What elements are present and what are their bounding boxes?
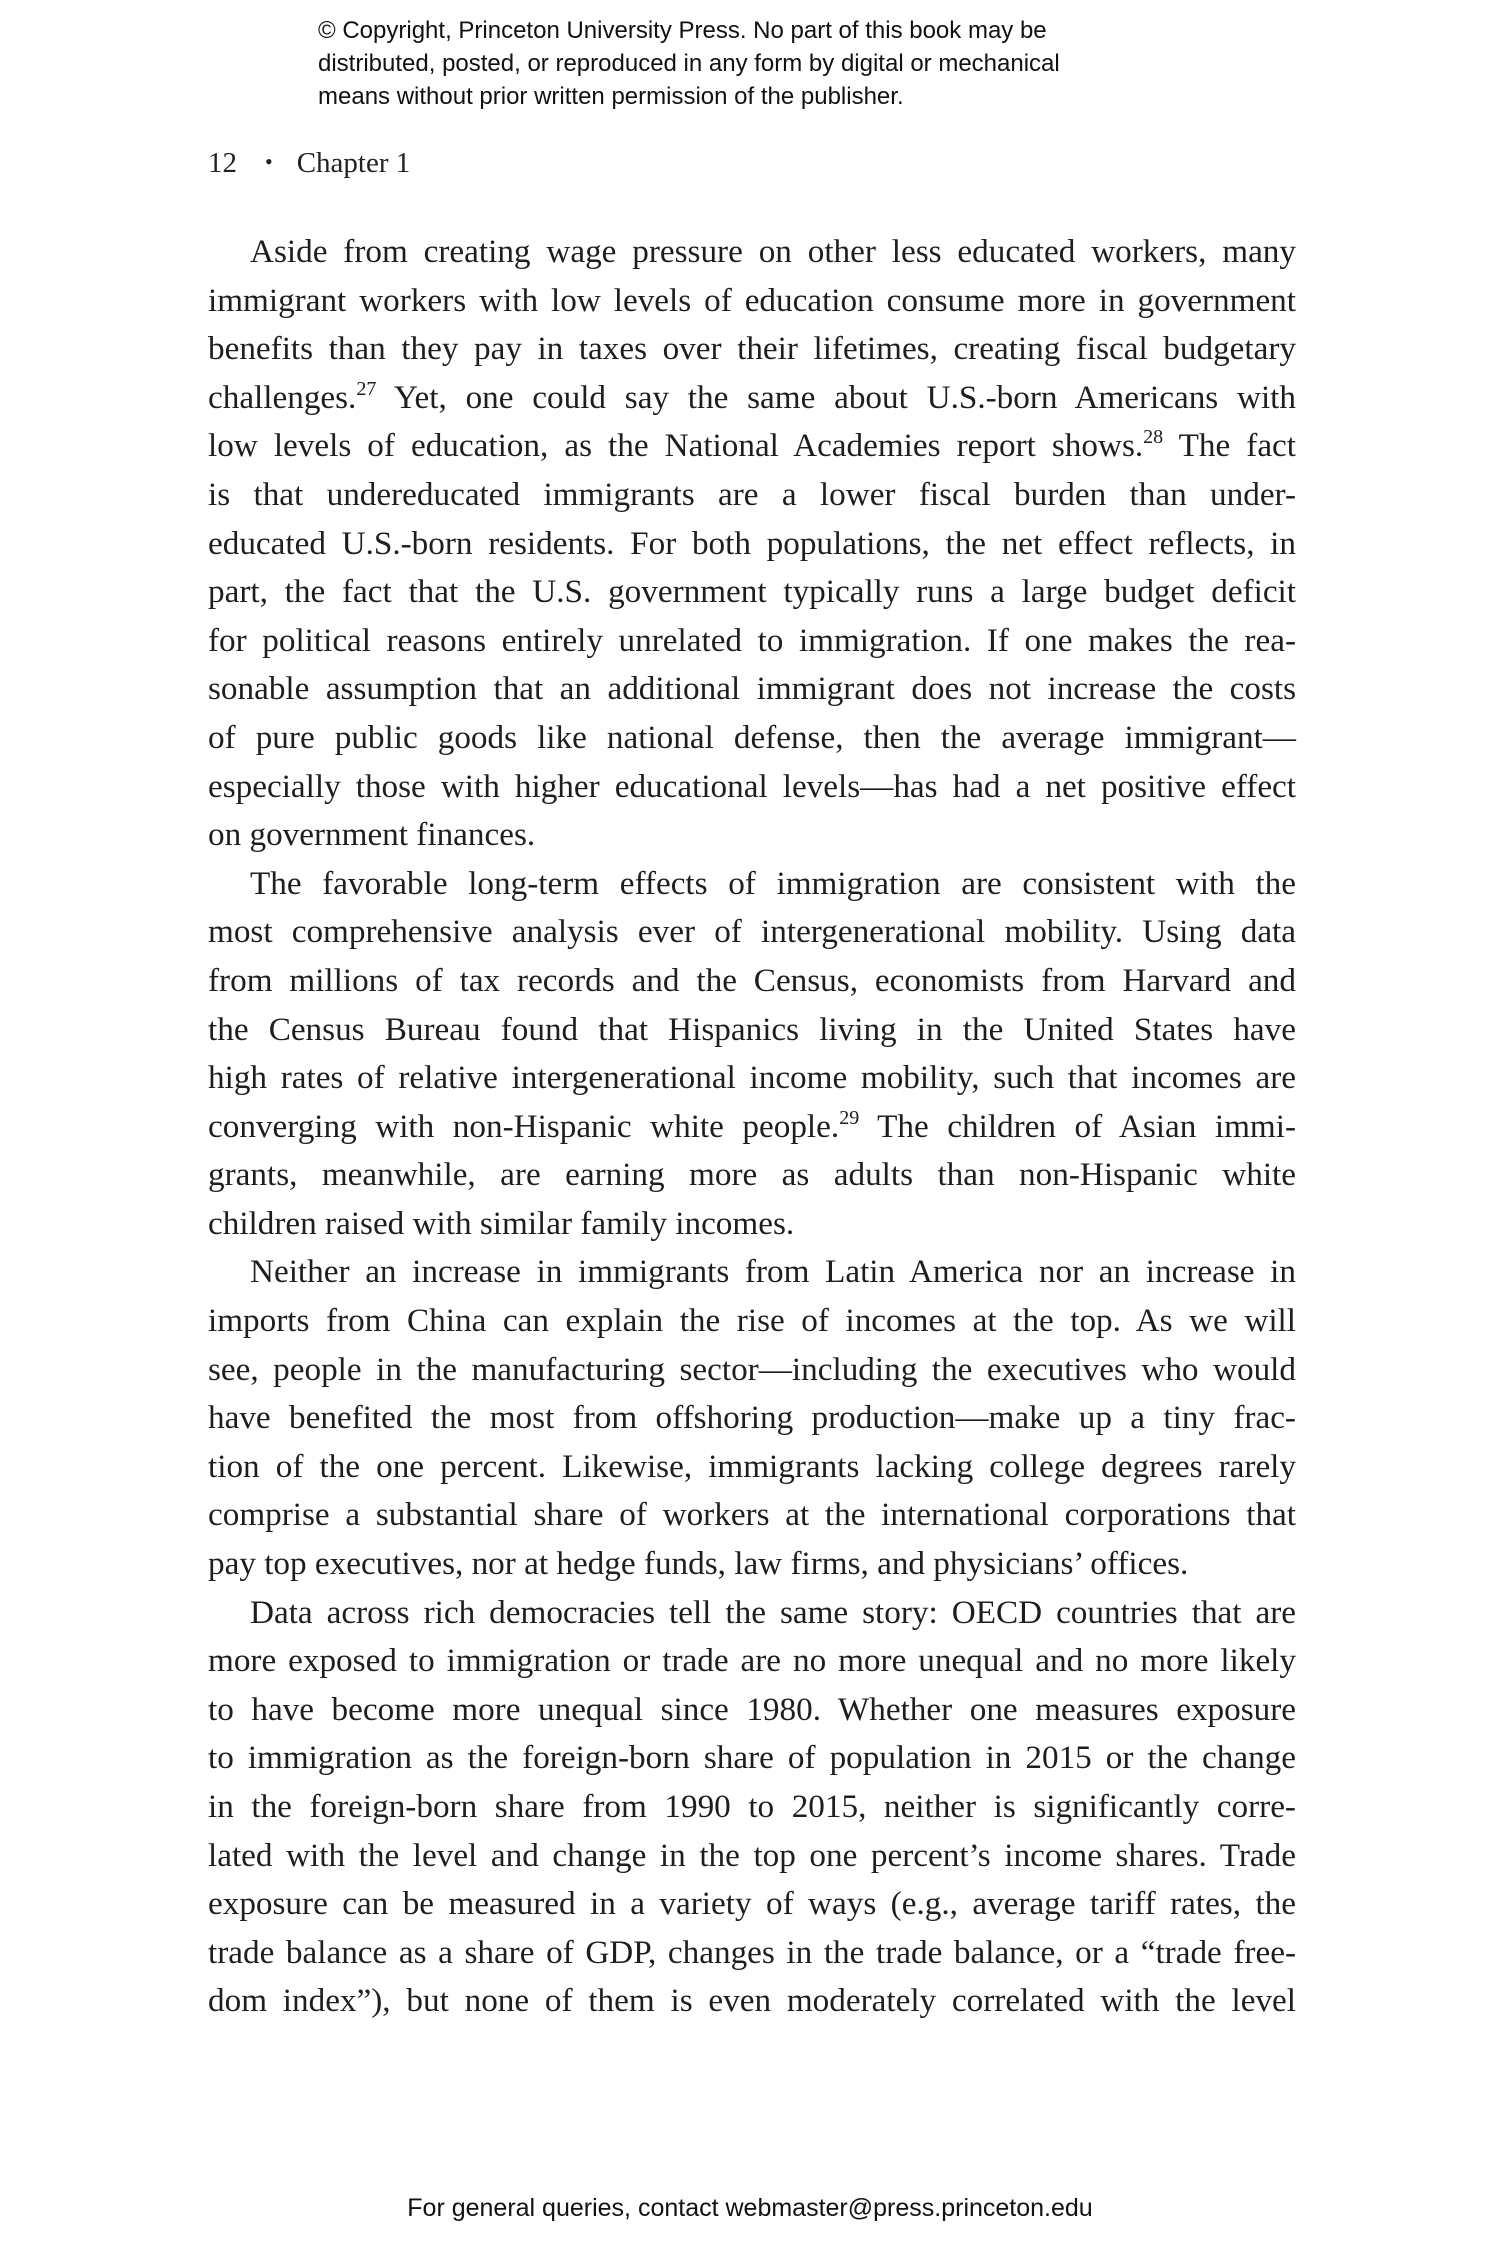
text-line: children raised with similar family incomes. (208, 1204, 795, 1242)
text-segment: The children of Asian immi- (859, 1107, 1297, 1145)
copyright-line: means without prior written permission of the publisher. (318, 83, 904, 110)
page-number: 12 (208, 147, 237, 179)
text-line: comprise a substantial share of workers at the international corporations that (208, 1496, 1296, 1534)
chapter-title: Chapter 1 (296, 147, 411, 179)
text-line: grants, meanwhile, are earning more as adults than non-Hispanic white (208, 1156, 1296, 1194)
text-line: to have become more unequal since 1980. Whether one measures exposure (208, 1690, 1296, 1728)
text-line: Neither an increase in immigrants from Latin America nor an increase in (250, 1253, 1296, 1291)
bullet-separator: • (265, 149, 273, 174)
text-line: on government finances. (208, 816, 536, 854)
copyright-line: © Copyright, Princeton University Press. No part of this book may be (318, 17, 1047, 44)
text-line: high rates of relative intergenerational income mobility, such that incomes are (208, 1059, 1296, 1097)
text-line: in the foreign-born share from 1990 to 2015, neither is significantly corre- (208, 1788, 1296, 1825)
text-line: more exposed to immigration or trade are no more unequal and no more likely (208, 1642, 1296, 1680)
text-line: sonable assumption that an additional immigrant does not increase the costs (208, 670, 1296, 708)
text-line: educated U.S.-born residents. For both populations, the net effect reflects, in (208, 524, 1296, 562)
text-line: tion of the one percent. Likewise, immigrants lacking college degrees rarely (208, 1447, 1296, 1485)
text-line: see, people in the manufacturing sector—including the executives who would (208, 1350, 1296, 1388)
text-segment: challenges. (208, 378, 357, 416)
paragraph (208, 228, 1296, 860)
text-line: Aside from creating wage pressure on other less educated workers, many (250, 233, 1296, 270)
body-text (208, 228, 1296, 2026)
text-line: part, the fact that the U.S. government typically runs a large budget deficit (208, 573, 1296, 611)
text-line: especially those with higher educational levels—has had a net positive effect (208, 767, 1296, 805)
text-segment: converging with non-Hispanic white people. (208, 1107, 840, 1145)
text-segment: low levels of education, as the National Academies report shows. (208, 427, 1144, 465)
text-line: immigrant workers with low levels of education consume more in government (208, 281, 1296, 319)
text-line (208, 422, 1296, 471)
text-line: dom index”), but none of them is even moderately correlated with the level (208, 1982, 1296, 2020)
text-line (208, 1103, 1296, 1152)
text-line: of pure public goods like national defense, then the average immigrant— (208, 718, 1296, 756)
text-line (208, 374, 1296, 423)
paragraph (208, 1248, 1296, 1588)
footnote-ref: 27 (356, 377, 377, 400)
text-line: to immigration as the foreign-born share of population in 2015 or the change (208, 1739, 1296, 1777)
text-line: The favorable long-term effects of immigration are consistent with the (250, 864, 1296, 902)
footnote-ref: 28 (1143, 426, 1164, 449)
text-line: most comprehensive analysis ever of intergenerational mobility. Using data (208, 913, 1296, 951)
running-head (208, 147, 410, 180)
text-line: for political reasons entirely unrelated to immigration. If one makes the rea- (208, 621, 1296, 659)
text-line: trade balance as a share of GDP, changes in the trade balance, or a “trade free- (208, 1933, 1296, 1971)
footnote-ref: 29 (839, 1106, 860, 1129)
copyright-line: distributed, posted, or reproduced in any form by digital or mechanical (318, 50, 1060, 77)
text-line: Data across rich democracies tell the same story: OECD countries that are (250, 1593, 1296, 1631)
text-line: from millions of tax records and the Census, economists from Harvard and (208, 961, 1296, 999)
paragraph (208, 1589, 1296, 2026)
text-line: pay top executives, nor at hedge funds, law firms, and physicians’ offices. (208, 1545, 1189, 1583)
text-segment: Yet, one could say the same about U.S.-born Americans with (376, 378, 1296, 416)
paragraph (208, 860, 1296, 1249)
footer-contact: For general queries, contact webmaster@press.princeton.edu (407, 2194, 1093, 2222)
text-line: benefits than they pay in taxes over their lifetimes, creating fiscal budgetary (208, 330, 1296, 368)
text-segment: The fact (1163, 427, 1296, 465)
text-line: is that undereducated immigrants are a lower fiscal burden than under- (208, 475, 1296, 513)
text-line: exposure can be measured in a variety of ways (e.g., average tariff rates, the (208, 1885, 1296, 1923)
text-line: imports from China can explain the rise of incomes at the top. As we will (208, 1302, 1296, 1340)
text-line: the Census Bureau found that Hispanics living in the United States have (208, 1010, 1296, 1048)
copyright-notice (318, 14, 1218, 113)
text-line: have benefited the most from offshoring production—make up a tiny frac- (208, 1399, 1296, 1437)
text-line: lated with the level and change in the top one percent’s income shares. Trade (208, 1836, 1296, 1874)
